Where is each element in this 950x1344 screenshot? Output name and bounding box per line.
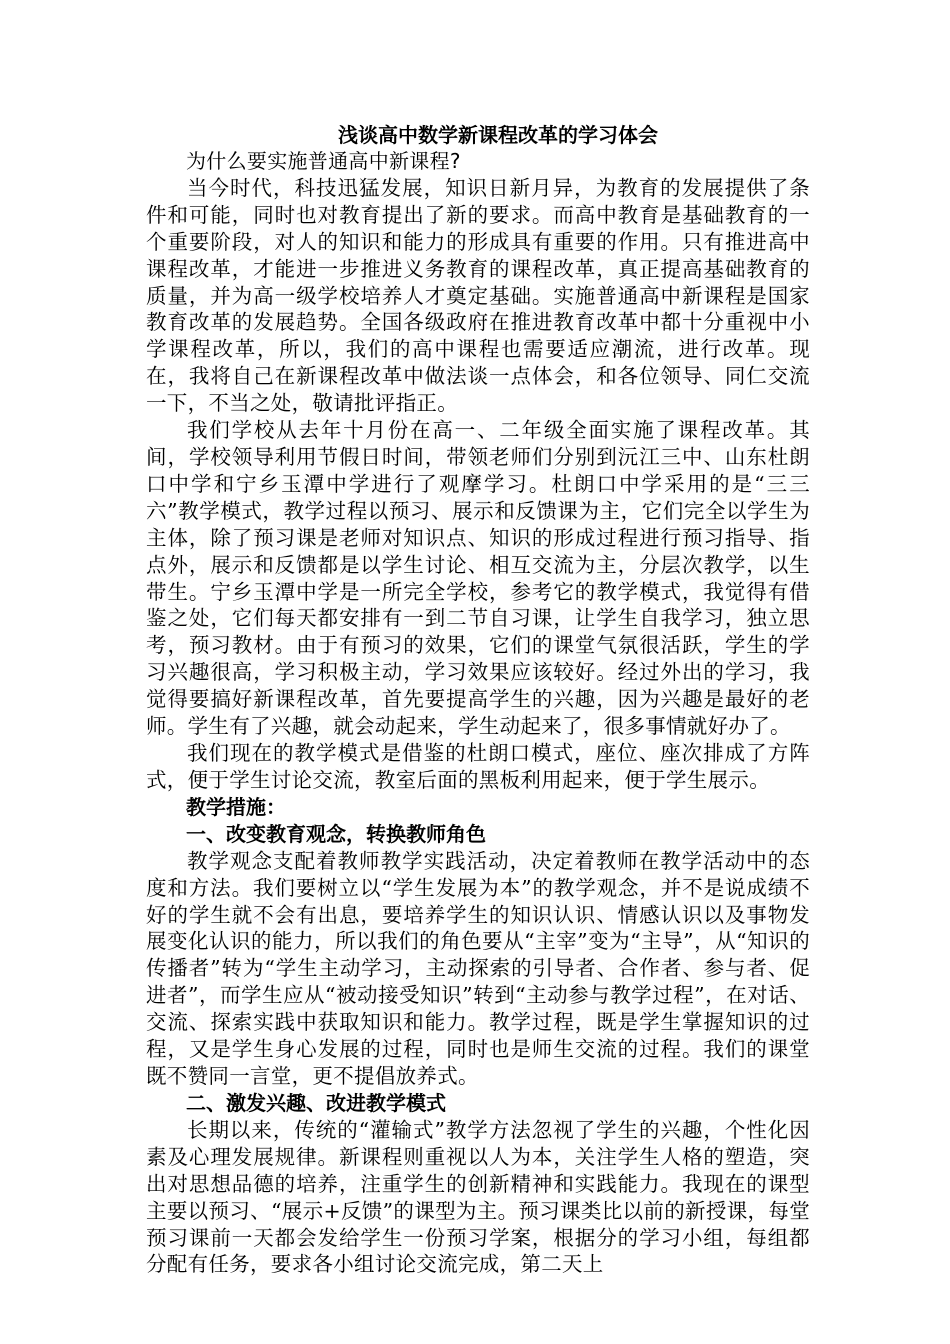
paragraph-question: 为什么要实施普通高中新课程? [186,149,461,173]
document-page [146,122,810,1278]
paragraph-section-one: 教学观念支配着教师教学实践活动，决定着教师在教学活动中的态度和方法。我们要树立以“学生发展为本”的教学观念，并不是说成绩不好的学生就不会有出息，要培养学生的知识认识、情感认识以及事物发展变化认识的能力，所以我们的角色要从“主宰”变为“主导”，从“知识的传播者”转为“学生主动学习，主动探索的引导者、合作者、参与者、促进者”，而学生应从“被动接受知识”转到“主动参与教学过程”，在对话、交流、探索实践中获取知识和能力。教学过程，既是学生掌握知识的过程，又是学生身心发展的过程，同时也是师生交流的过程。我们的课堂既不赞同一言堂，更不提倡放养式。 [146,848,810,1088]
paragraph-background: 当今时代，科技迅猛发展，知识日新月异，为教育的发展提供了条件和可能，同时也对教育提出了新的要求。而高中教育是基础教育的一个重要阶段，对人的知识和能力的形成具有重要的作用。只有推进高中课程改革，才能进一步推进义务教育的课程改革，真正提高基础教育的质量，并为高一级学校培养人才奠定基础。实施普通高中新课程是国家教育改革的发展趋势。全国各级政府在推进教育改革中都十分重视中小学课程改革，所以，我们的高中课程也需要适应潮流，进行改革。现在，我将自己在新课程改革中做法谈一点体会，和各位领导、同仁交流一下，不当之处，敬请批评指正。 [146,175,810,416]
heading-teaching-measures: 教学措施： [186,794,286,819]
document-title: 浅谈高中数学新课程改革的学习体会 [338,123,658,147]
paragraph-teaching-mode: 我们现在的教学模式是借鉴的杜朗口模式，座位、座次排成了方阵式，便于学生讨论交流，教室后面的黑板利用起来，便于学生展示。 [146,740,810,792]
heading-section-two: 二、激发兴趣、改进教学模式 [186,1090,446,1115]
paragraph-section-two: 长期以来，传统的“灌输式”教学方法忽视了学生的兴趣，个性化因素及心理发展规律。新课程则重视以人为本，关注学生人格的塑造，突出对思想品德的培养，注重学生的创新精神和实践能力。我现在的课型主要以预习、“展示+反馈”的课型为主。预习课类比以前的新授课，每堂预习课前一天都会发给学生一份预习学案，根据分的学习小组，每组都分配有任务，要求各小组讨论交流完成，第二天上 [146,1117,810,1277]
paragraph-study-visit: 我们学校从去年十月份在高一、二年级全面实施了课程改革。其间，学校领导利用节假日时间，带领老师们分别到沅江三中、山东杜朗口中学和宁乡玉潭中学进行了观摩学习。杜朗口中学采用的是“三三六”教学模式，教学过程以预习、展示和反馈课为主，它们完全以学生为主体，除了预习课是老师对知识点、知识的形成过程进行预习指导、指点外，展示和反馈都是以学生讨论、相互交流为主，分层次教学，以生带生。宁乡玉潭中学是一所完全学校，参考它的教学模式，我觉得有借鉴之处，它们每天都安排有一到二节自习课，让学生自我学习，独立思考，预习教材。由于有预习的效果，它们的课堂气氛很活跃，学生的学习兴趣很高，学习积极主动，学习效果应该较好。经过外出的学习，我觉得要搞好新课程改革，首先要提高学生的兴趣，因为兴趣是最好的老师。学生有了兴趣，就会动起来，学生动起来了，很多事情就好办了。 [146,418,810,739]
heading-section-one: 一、改变教育观念，转换教师角色 [186,821,486,846]
